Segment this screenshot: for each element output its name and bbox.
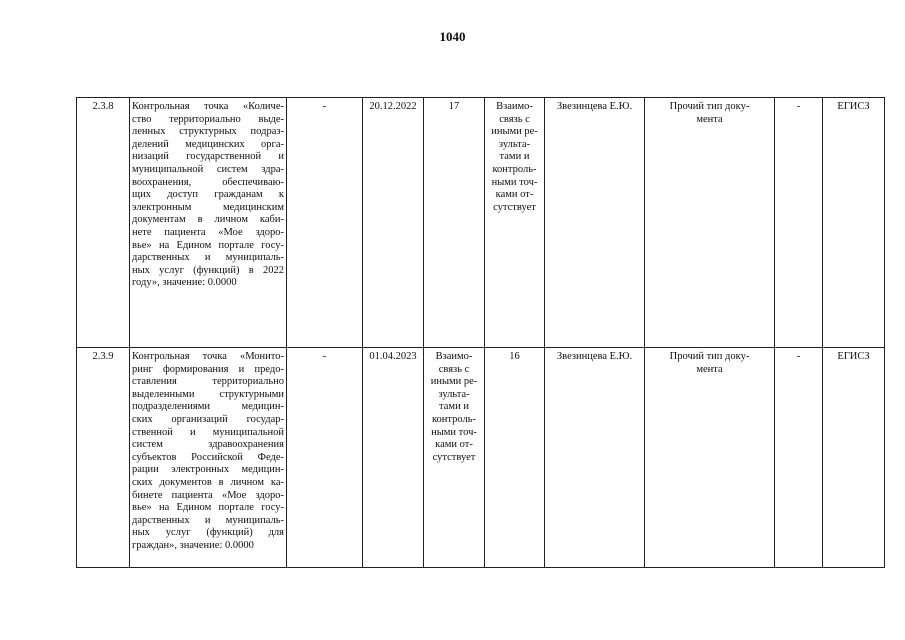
predecessor-line: тами и [439, 401, 469, 413]
description-line: субъектов Российской Феде- [132, 451, 284, 463]
responsible-person: Звезинцева Е.Ю. [545, 98, 645, 348]
row-number: 2.3.9 [77, 348, 130, 568]
description-line: ленных структурных подраз- [132, 126, 284, 138]
description-line: низаций государственной и [132, 151, 284, 163]
description-line: граждан», значение: 0.0000 [132, 539, 254, 551]
description-line: нете пациента «Мое здоро- [132, 226, 284, 238]
document-type-line: Прочий тип доку- [669, 101, 750, 112]
description-line: ство территориально выде- [132, 113, 284, 125]
description-line: вье» на Едином портале госу- [132, 239, 284, 251]
level: - [775, 98, 823, 348]
description-line: рации электронных медицин- [132, 464, 284, 476]
description-line: делений медицинских орга- [132, 138, 284, 150]
document-type-line: мента [696, 113, 723, 125]
control-point-description [130, 348, 287, 568]
information-system: ЕГИСЗ [823, 348, 885, 568]
description-line: ных услуг (функций) для [132, 527, 284, 539]
description-line: воохранения, обеспечиваю- [132, 176, 284, 188]
document-type-line: мента [696, 363, 723, 375]
successor-line: иными ре- [491, 126, 538, 138]
description-line: дарственных и муниципаль- [132, 252, 284, 264]
predecessor-line: ными точ- [431, 426, 477, 438]
table-row [77, 348, 885, 568]
description-line: ских организаций государ- [132, 413, 284, 425]
successor [485, 98, 545, 348]
start-date: - [287, 98, 363, 348]
predecessor-line: сутствует [432, 451, 476, 463]
successor-line: зульта- [498, 138, 531, 150]
information-system: ЕГИСЗ [823, 98, 885, 348]
responsible-person: Звезинцева Е.Ю. [545, 348, 645, 568]
successor-line: ками от- [495, 189, 534, 201]
table-row [77, 98, 885, 348]
description-line: систем здравоохранения [132, 439, 284, 451]
description-line: Контрольная точка «Монито- [132, 351, 284, 362]
end-date: 20.12.2022 [363, 98, 424, 348]
document-type [645, 348, 775, 568]
description-line: электронным медицинским [132, 201, 284, 213]
description-line: выделенными структурными [132, 388, 284, 400]
end-date: 01.04.2023 [363, 348, 424, 568]
document-type-line: Прочий тип доку- [669, 351, 750, 362]
document-type [645, 98, 775, 348]
predecessor-line: контроль- [431, 413, 477, 425]
description-line: подразделениями медицин- [132, 401, 284, 413]
predecessor-line: зульта- [438, 388, 470, 400]
control-points-table [76, 97, 885, 568]
description-line: щих доступ гражданам к [132, 189, 284, 201]
predecessor-line: связь с [438, 363, 470, 375]
successor: 16 [485, 348, 545, 568]
description-line: бинете пациента «Мое здоро- [132, 489, 284, 501]
successor-line: ными точ- [491, 176, 538, 188]
successor-line: сутствует [493, 201, 536, 213]
description-line: ставления территориально [132, 376, 284, 388]
description-line: году», значение: 0.0000 [132, 277, 237, 289]
successor-line: тами и [499, 151, 530, 163]
page-number: 1040 [439, 29, 466, 44]
predecessor: 17 [424, 98, 485, 348]
start-date: - [287, 348, 363, 568]
description-line: документам в личном каби- [132, 214, 284, 226]
level: - [775, 348, 823, 568]
control-point-description [130, 98, 287, 348]
predecessor-line: ками от- [435, 439, 473, 451]
description-line: ских документов в личном ка- [132, 476, 284, 488]
description-line: Контрольная точка «Количе- [132, 101, 284, 112]
description-line: дарственных и муниципаль- [132, 514, 284, 526]
predecessor-line: Взаимо- [435, 351, 473, 362]
description-line: ственной и муниципальной [132, 426, 284, 438]
description-line: вье» на Едином портале госу- [132, 502, 284, 514]
description-line: муниципальной систем здра- [132, 163, 284, 175]
successor-line: Взаимо- [496, 101, 533, 112]
successor-line: связь с [499, 113, 530, 125]
description-line: ринг формирования и предо- [132, 363, 284, 375]
description-line: ных услуг (функций) в 2022 [132, 264, 284, 276]
predecessor-line: иными ре- [430, 376, 478, 388]
row-number: 2.3.8 [77, 98, 130, 348]
predecessor [424, 348, 485, 568]
successor-line: контроль- [492, 163, 537, 175]
